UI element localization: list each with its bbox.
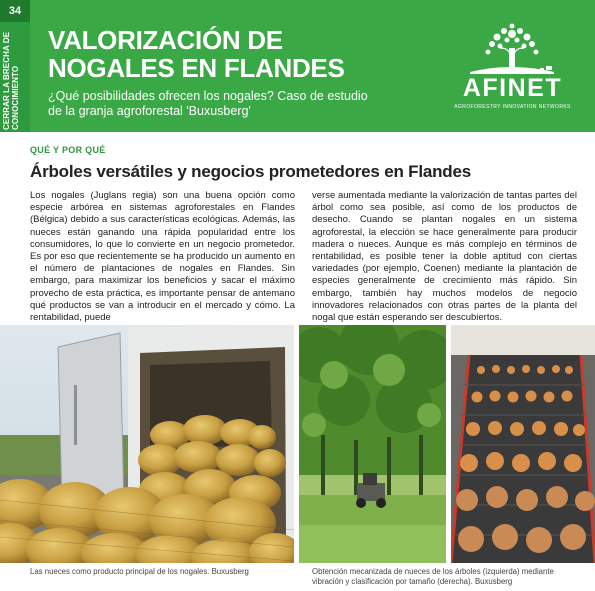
section-label: QUÉ Y POR QUÉ xyxy=(30,145,106,155)
article-column-right: verse aumentada mediante la valorización de tantas partes del árbol como sea posible, así como de los productos de desecho. Cuando se plantan nogales en un sistema agroforestal, la elección se hace generalmente para producir madera o nueces. Aunque es más complejo en términos de rentabilidad, es posible tener la doble aptitud con ciertas variedades (por ejemplo, Coenen) mediante la plantación de especies generalmente de crecimiento más rápido. Sin embargo, también hay muchos modelos de negocio innovadores relacionados con otras partes de la planta del nogal que están esperando ser descubiertos. xyxy=(312,190,577,324)
page-title: VALORIZACIÓN DE NOGALES EN FLANDES xyxy=(48,25,345,83)
caption-left: Las nueces como producto principal de los nogales. Buxusberg xyxy=(30,567,249,576)
header-banner xyxy=(30,0,595,132)
logo-wordmark: AFINET xyxy=(462,74,563,102)
page-number: 34 xyxy=(0,0,30,22)
article-column-left: Los nogales (Juglans regia) son una buena opción como especie arbórea en sistemas agroforestales en Flandes (Bélgica) debido a sus características ecológicas. Además, las nueces están ganando una rápida popularidad entre los consumidores, lo que lo convierte en un negocio prometedor. Es por eso que recientemente se ha producido un aumento en el número de plantaciones de nogales en Flandes. Sin embargo, para maximizar los beneficios y sacar el máximo provecho de esta práctica, es importante pensar de antemano qué productos se van a introducir en el mercado y cómo. La rentabilidad, puede xyxy=(30,190,295,324)
orchard-harvest-photo xyxy=(299,325,446,563)
walnut-truck-photo xyxy=(0,325,294,563)
logo-tagline: AGROFORESTRY INNOVATION NETWORKS xyxy=(454,104,571,110)
article-heading: Árboles versátiles y negocios prometedores en Flandes xyxy=(30,162,472,181)
sidebar-strip xyxy=(0,0,30,132)
caption-right: Obtención mecanizada de nueces de los árboles (izquierda) mediante vibración y clasificación por tamaño (derecha). Buxusberg xyxy=(312,567,554,586)
tree-logo-icon xyxy=(450,22,575,77)
afinet-logo xyxy=(450,22,575,112)
section-vertical-label: CERRAR LA BRECHA DE CONOCIMIENTO xyxy=(2,31,20,130)
walnut-sorting-photo xyxy=(451,325,595,563)
page-subtitle: ¿Qué posibilidades ofrecen los nogales? Caso de estudio de la granja agroforestal 'Buxusberg' xyxy=(48,89,368,118)
